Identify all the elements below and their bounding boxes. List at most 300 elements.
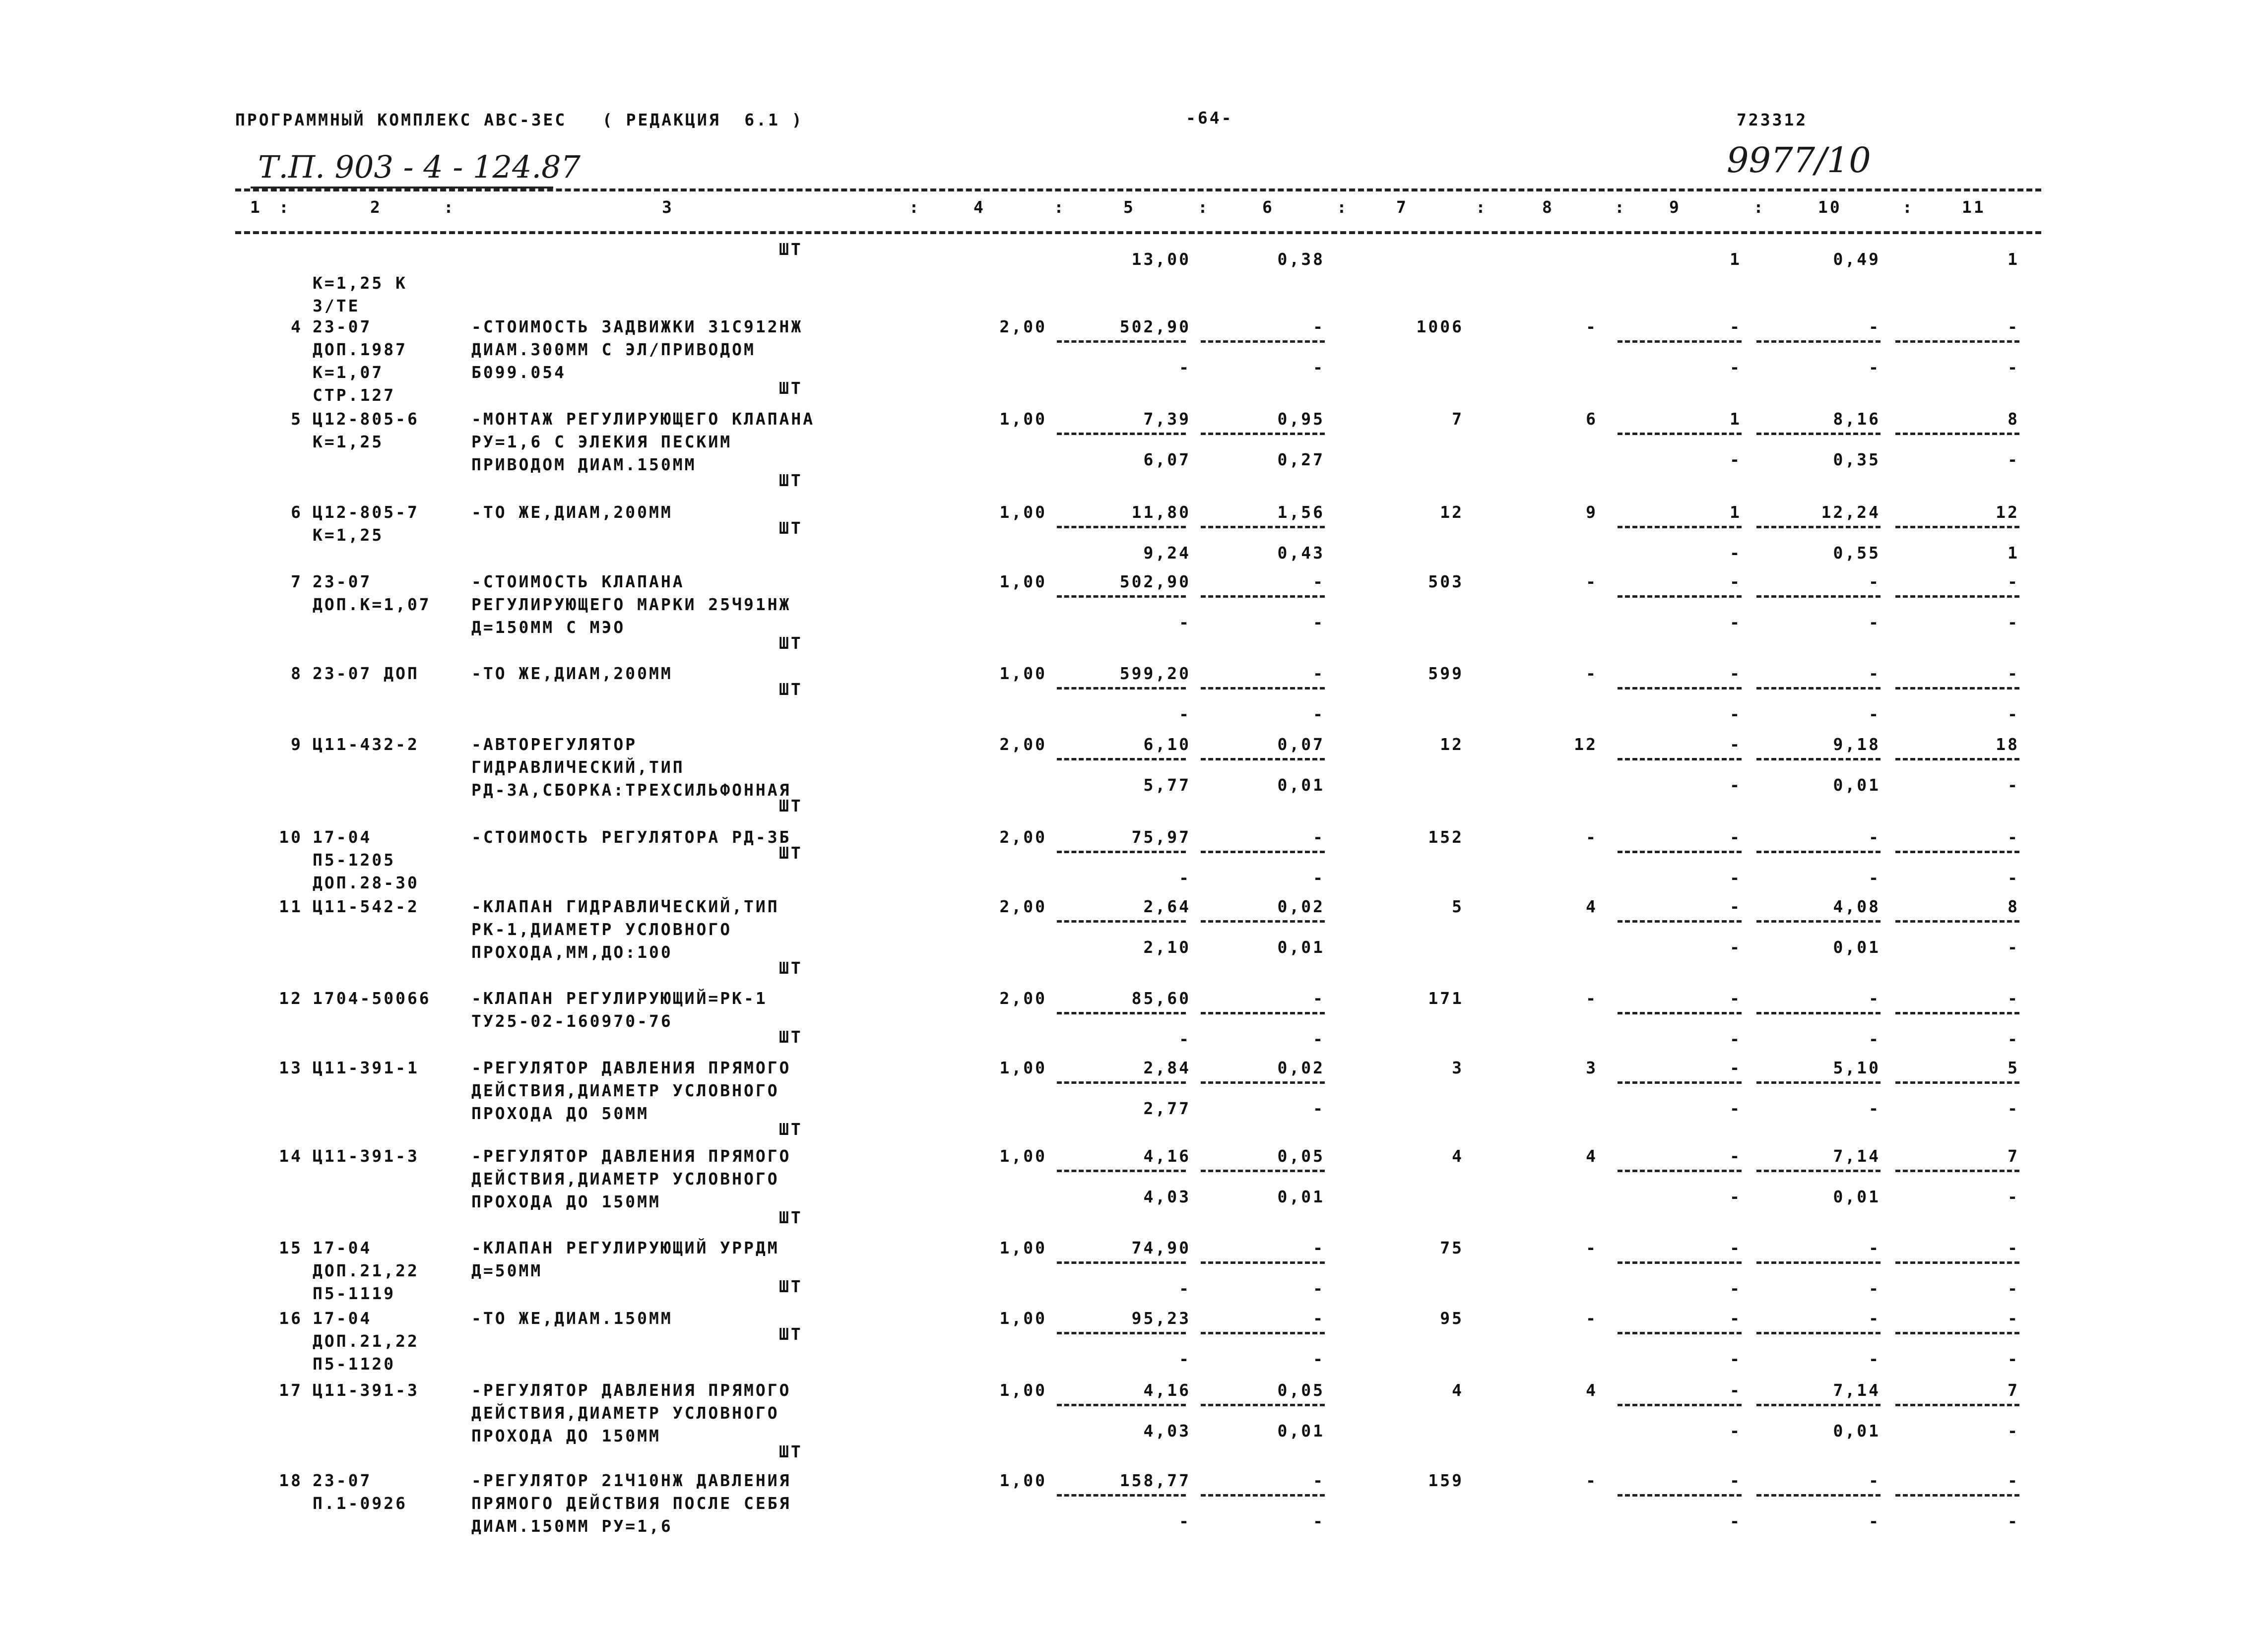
cell-divider-dash <box>1895 1261 2019 1264</box>
cell-c9b: - <box>1730 775 1742 795</box>
row-code-line: 17-04 <box>313 1238 372 1257</box>
cell-divider-dash <box>1895 340 2019 343</box>
row-unit: ШТ <box>779 1442 803 1461</box>
cell-c10: 9,18 <box>1833 735 1880 754</box>
cell-divider-dash <box>1895 1494 2019 1497</box>
cell-divider-dash <box>1618 1332 1742 1334</box>
cell-divider-dash <box>1201 595 1325 598</box>
cell-c6: - <box>1313 572 1325 591</box>
cell-c9: - <box>1730 1146 1742 1166</box>
row-name-line: ПРОХОДА ДО 150ММ <box>471 1426 661 1445</box>
row-name-line: -СТОИМОСТЬ КЛАПАНА <box>471 572 685 591</box>
cell-c11: 8 <box>2008 409 2019 429</box>
cell-c5: 95,23 <box>1131 1309 1191 1328</box>
cell-c5b: - <box>1179 1029 1191 1049</box>
column-separator: : <box>1902 197 1914 217</box>
cell-c10: - <box>1869 1238 1880 1257</box>
cell-c7: 95 <box>1440 1309 1464 1328</box>
cell-c10: 4,08 <box>1833 897 1880 916</box>
cell-divider-dash <box>1895 920 2019 923</box>
row-name-line: Б099.054 <box>471 363 566 382</box>
row-name-line: РЕГУЛИРУЮЩЕГО МАРКИ 25Ч91НЖ <box>471 595 791 614</box>
cell-c10: 5,10 <box>1833 1058 1880 1077</box>
row-unit: ШТ <box>779 471 803 490</box>
column-separator: : <box>1476 197 1488 217</box>
cell-c6: - <box>1313 827 1325 847</box>
cell-c9: - <box>1730 827 1742 847</box>
row-code-line: 23-07 ДОП <box>313 664 419 683</box>
row-quantity: 2,00 <box>999 735 1047 754</box>
cell-c9b: - <box>1730 1029 1742 1049</box>
row-name-line: РД-3А,СБОРКА:ТРЕХСИЛЬФОННАЯ <box>471 780 791 800</box>
cell-c6b: - <box>1313 1279 1325 1298</box>
row-name-line: -АВТОРЕГУЛЯТОР <box>471 735 638 754</box>
row-name-line: Д=150ММ С МЭО <box>471 618 626 637</box>
cell-c5: 7,39 <box>1143 409 1191 429</box>
cell-c7: 12 <box>1440 502 1464 522</box>
row-name-line: ПРОХОДА ДО 150ММ <box>471 1192 661 1211</box>
cell-divider-dash <box>1756 1012 1880 1014</box>
row-code-line: К=1,07 <box>313 363 384 382</box>
cell-divider-dash <box>1201 1081 1325 1084</box>
cell-c9: - <box>1730 1238 1742 1257</box>
cell-c7: 75 <box>1440 1238 1464 1257</box>
cell-c5: 599,20 <box>1119 664 1191 683</box>
column-separator: : <box>1753 197 1765 217</box>
row-name-line: -ТО ЖЕ,ДИАМ,200ММ <box>471 502 673 522</box>
cell-c10b: - <box>1869 1029 1880 1049</box>
row-number: 12 <box>279 989 303 1008</box>
cell-c5b: 2,10 <box>1143 938 1191 957</box>
row-quantity: 1,00 <box>999 1058 1047 1077</box>
column-number: 1 <box>250 197 262 217</box>
cell-c6: - <box>1313 1309 1325 1328</box>
row-code-line: ДОП.28-30 <box>313 873 419 892</box>
cell-c11: - <box>2008 1309 2019 1328</box>
cell-c6b: - <box>1313 358 1325 377</box>
cell-c6: 1,56 <box>1277 502 1325 522</box>
cell-c6b: - <box>1313 613 1325 632</box>
row-number: 8 <box>291 664 303 683</box>
row-code-line: К=1,25 <box>313 432 384 451</box>
cell-c5b: - <box>1179 868 1191 887</box>
row-quantity: 1,00 <box>999 1471 1047 1490</box>
column-number: 11 <box>1962 197 1986 217</box>
row-code-line: К=1,25 К <box>313 273 407 293</box>
column-separator: : <box>279 197 291 217</box>
cell-divider-dash <box>1057 758 1186 760</box>
cell-divider-dash <box>1895 1332 2019 1334</box>
cell-c5b: 2,77 <box>1143 1099 1191 1118</box>
cell-c10b: 0,35 <box>1833 450 1880 469</box>
row-code-line: ДОП.К=1,07 <box>313 595 431 614</box>
row-code-line: 23-07 <box>313 1471 372 1490</box>
cell-divider-dash <box>1201 526 1325 528</box>
cell-c5b: - <box>1179 613 1191 632</box>
cell-c9: 1 <box>1730 502 1742 522</box>
cell-c8: - <box>1586 1471 1598 1490</box>
cell-c10b: - <box>1869 868 1880 887</box>
row-code-line: 23-07 <box>313 572 372 591</box>
cell-c5b: 4,03 <box>1143 1421 1191 1441</box>
cell-c7: 12 <box>1440 735 1464 754</box>
row-number: 10 <box>279 827 303 847</box>
cell-divider-dash <box>1201 1332 1325 1334</box>
cell-c5: 13,00 <box>1131 250 1191 269</box>
cell-c11: - <box>2008 317 2019 336</box>
cell-divider-dash <box>1057 1332 1186 1334</box>
cell-c8: - <box>1586 1238 1598 1257</box>
cell-c10b: - <box>1869 1511 1880 1531</box>
cell-divider-dash <box>1756 433 1880 435</box>
cell-divider-dash <box>1201 1170 1325 1172</box>
row-code-line: П5-1205 <box>313 850 396 870</box>
cell-c9: - <box>1730 897 1742 916</box>
cell-c5b: 4,03 <box>1143 1187 1191 1206</box>
cell-divider-dash <box>1756 851 1880 853</box>
cell-divider-dash <box>1057 920 1186 923</box>
cell-divider-dash <box>1057 851 1186 853</box>
cell-c8: - <box>1586 989 1598 1008</box>
cell-c11: 7 <box>2008 1146 2019 1166</box>
cell-c10b: - <box>1869 1099 1880 1118</box>
cell-divider-dash <box>1057 526 1186 528</box>
cell-divider-dash <box>1618 1081 1742 1084</box>
row-number: 18 <box>279 1471 303 1490</box>
cell-divider-dash <box>1756 1332 1880 1334</box>
column-separator: : <box>1198 197 1210 217</box>
cell-c11: 5 <box>2008 1058 2019 1077</box>
cell-c7: 152 <box>1428 827 1464 847</box>
cell-c9: - <box>1730 572 1742 591</box>
row-name-line: -СТОИМОСТЬ РЕГУЛЯТОРА РД-3Б <box>471 827 791 847</box>
cell-divider-dash <box>1201 1494 1325 1497</box>
row-name-line: -КЛАПАН РЕГУЛИРУЮЩИЙ УРРДМ <box>471 1238 779 1257</box>
cell-c10: - <box>1869 989 1880 1008</box>
row-name-line: ПРЯМОГО ДЕЙСТВИЯ ПОСЛЕ СЕБЯ <box>471 1494 791 1513</box>
cell-c11b: - <box>2008 1421 2019 1441</box>
column-number: 7 <box>1396 197 1408 217</box>
cell-c11b: - <box>2008 358 2019 377</box>
row-unit: ШТ <box>779 680 803 699</box>
cell-c11b: 1 <box>2008 543 2019 563</box>
cell-c10b: 0,01 <box>1833 775 1880 795</box>
page-number: -64- <box>1186 108 1233 127</box>
cell-c9b: - <box>1730 1511 1742 1531</box>
cell-divider-dash <box>1756 340 1880 343</box>
cell-c9b: - <box>1730 1099 1742 1118</box>
cell-divider-dash <box>1201 340 1325 343</box>
row-name-line: -ТО ЖЕ,ДИАМ.150ММ <box>471 1309 673 1328</box>
cell-c9b: - <box>1730 938 1742 957</box>
column-number: 3 <box>662 197 674 217</box>
cell-c9: 1 <box>1730 409 1742 429</box>
row-number: 14 <box>279 1146 303 1166</box>
cell-c8: 4 <box>1586 1146 1598 1166</box>
cell-divider-dash <box>1057 687 1186 689</box>
cell-c11b: - <box>2008 1187 2019 1206</box>
row-quantity: 2,00 <box>999 317 1047 336</box>
row-name-line: -КЛАПАН РЕГУЛИРУЮЩИЙ=РК-1 <box>471 989 768 1008</box>
row-number: 9 <box>291 735 303 754</box>
cell-c6b: - <box>1313 1349 1325 1369</box>
column-separator: : <box>909 197 921 217</box>
cell-c9b: - <box>1730 613 1742 632</box>
cell-c6b: 0,01 <box>1277 1187 1325 1206</box>
row-number: 7 <box>291 572 303 591</box>
cell-divider-dash <box>1618 1404 1742 1406</box>
row-number: 6 <box>291 502 303 522</box>
cell-c7: 1006 <box>1416 317 1464 336</box>
cell-divider-dash <box>1895 1012 2019 1014</box>
cell-c11: - <box>2008 827 2019 847</box>
row-unit: ШТ <box>779 518 803 538</box>
cell-c5b: - <box>1179 358 1191 377</box>
row-name-line: ГИДРАВЛИЧЕСКИЙ,ТИП <box>471 757 685 777</box>
cell-c5: 4,16 <box>1143 1146 1191 1166</box>
row-quantity: 1,00 <box>999 1309 1047 1328</box>
cell-c11b: - <box>2008 1349 2019 1369</box>
cell-divider-dash <box>1201 758 1325 760</box>
cell-c8: 3 <box>1586 1058 1598 1077</box>
row-code-line: Ц11-542-2 <box>313 897 419 916</box>
cell-c5: 502,90 <box>1119 572 1191 591</box>
cell-c11b: - <box>2008 450 2019 469</box>
row-code-line: К=1,25 <box>313 525 384 545</box>
row-code-line: Ц12-805-7 <box>313 502 419 522</box>
cell-c11: 7 <box>2008 1380 2019 1400</box>
cell-divider-dash <box>1756 1170 1880 1172</box>
cell-divider-dash <box>1618 433 1742 435</box>
row-name-line: ДИАМ.150ММ РУ=1,6 <box>471 1516 673 1536</box>
cell-divider-dash <box>1201 433 1325 435</box>
row-name-line: ДЕЙСТВИЯ,ДИАМЕТР УСЛОВНОГО <box>471 1403 779 1423</box>
row-quantity: 2,00 <box>999 827 1047 847</box>
cell-c11b: - <box>2008 775 2019 795</box>
cell-divider-dash <box>1756 595 1880 598</box>
cell-c7: 171 <box>1428 989 1464 1008</box>
handwritten-project-number: Т.П. 903 - 4 - 124.87 <box>258 149 581 185</box>
cell-c11: 12 <box>1996 502 2019 522</box>
cell-divider-dash <box>1895 687 2019 689</box>
row-unit: ШТ <box>779 1208 803 1227</box>
cell-c5: 6,10 <box>1143 735 1191 754</box>
cell-c10: 0,49 <box>1833 250 1880 269</box>
row-code-line: ДОП.1987 <box>313 340 407 359</box>
row-unit: ШТ <box>779 378 803 398</box>
cell-divider-dash <box>1618 920 1742 923</box>
cell-c9: - <box>1730 735 1742 754</box>
column-separator: : <box>1615 197 1626 217</box>
cell-c10b: - <box>1869 704 1880 724</box>
cell-divider-dash <box>1756 920 1880 923</box>
column-number: 2 <box>370 197 382 217</box>
cell-c9: - <box>1730 664 1742 683</box>
cell-divider-dash <box>1895 433 2019 435</box>
cell-c9: - <box>1730 317 1742 336</box>
row-code-line: 1704-50066 <box>313 989 431 1008</box>
cell-divider-dash <box>1057 340 1186 343</box>
cell-c5: 4,16 <box>1143 1380 1191 1400</box>
cell-c10: 8,16 <box>1833 409 1880 429</box>
cell-divider-dash <box>1201 1261 1325 1264</box>
row-name-line: ДЕЙСТВИЯ,ДИАМЕТР УСЛОВНОГО <box>471 1169 779 1189</box>
row-name-line: -РЕГУЛЯТОР 21Ч10НЖ ДАВЛЕНИЯ <box>471 1471 791 1490</box>
cell-divider-dash <box>1201 851 1325 853</box>
cell-c6: - <box>1313 317 1325 336</box>
row-code-line: П5-1119 <box>313 1284 396 1303</box>
cell-c5: 502,90 <box>1119 317 1191 336</box>
cell-divider-dash <box>1201 1012 1325 1014</box>
cell-c11: - <box>2008 1471 2019 1490</box>
cell-divider-dash <box>1618 687 1742 689</box>
handwritten-sheet-number: 9977/10 <box>1727 140 1871 181</box>
cell-c8: 4 <box>1586 897 1598 916</box>
row-code-line: Ц11-391-3 <box>313 1380 419 1400</box>
row-number: 4 <box>291 317 303 336</box>
row-unit: ШТ <box>779 958 803 978</box>
cell-c11: 1 <box>2008 250 2019 269</box>
cell-divider-dash <box>1057 595 1186 598</box>
cell-c5b: 5,77 <box>1143 775 1191 795</box>
row-name-line: РК-1,ДИАМЕТР УСЛОВНОГО <box>471 920 732 939</box>
cell-c6b: 0,27 <box>1277 450 1325 469</box>
cell-c11: 18 <box>1996 735 2019 754</box>
cell-c8: 6 <box>1586 409 1598 429</box>
cell-divider-dash <box>1756 758 1880 760</box>
row-number: 16 <box>279 1309 303 1328</box>
column-number: 5 <box>1123 197 1135 217</box>
row-code-line: 17-04 <box>313 1309 372 1328</box>
cell-c5: 158,77 <box>1119 1471 1191 1490</box>
cell-c9b: - <box>1730 450 1742 469</box>
cell-c10b: - <box>1869 1279 1880 1298</box>
row-name-line: -РЕГУЛЯТОР ДАВЛЕНИЯ ПРЯМОГО <box>471 1058 791 1077</box>
cell-c10: - <box>1869 317 1880 336</box>
row-name-line: -МОНТАЖ РЕГУЛИРУЮЩЕГО КЛАПАНА <box>471 409 815 429</box>
cell-divider-dash <box>1618 340 1742 343</box>
cell-c9b: - <box>1730 358 1742 377</box>
row-code-line: 23-07 <box>313 317 372 336</box>
cell-c5: 75,97 <box>1131 827 1191 847</box>
cell-c7: 7 <box>1452 409 1464 429</box>
cell-c9b: - <box>1730 1349 1742 1369</box>
row-number: 15 <box>279 1238 303 1257</box>
row-name-line: -СТОИМОСТЬ ЗАДВИЖКИ 31С912НЖ <box>471 317 803 336</box>
cell-c6: - <box>1313 1471 1325 1490</box>
cell-divider-dash <box>1201 920 1325 923</box>
cell-c7: 4 <box>1452 1380 1464 1400</box>
cell-c9: - <box>1730 1058 1742 1077</box>
cell-c10b: 0,01 <box>1833 938 1880 957</box>
row-unit: ШТ <box>779 1120 803 1139</box>
row-code-line: П.1-0926 <box>313 1494 407 1513</box>
row-unit: ШТ <box>779 1277 803 1296</box>
cell-c6: 0,02 <box>1277 1058 1325 1077</box>
row-code-line: ДОП.21,22 <box>313 1261 419 1280</box>
cell-c7: 503 <box>1428 572 1464 591</box>
cell-divider-dash <box>1756 1494 1880 1497</box>
cell-c11b: - <box>2008 704 2019 724</box>
cell-c8: - <box>1586 1309 1598 1328</box>
cell-divider-dash <box>1895 1170 2019 1172</box>
cell-c6: - <box>1313 1238 1325 1257</box>
cell-c5b: - <box>1179 1349 1191 1369</box>
cell-divider-dash <box>1895 526 2019 528</box>
cell-c6b: 0,01 <box>1277 938 1325 957</box>
cell-c10: - <box>1869 1309 1880 1328</box>
column-number: 6 <box>1262 197 1274 217</box>
column-number: 8 <box>1542 197 1554 217</box>
cell-c10b: 0,55 <box>1833 543 1880 563</box>
cell-divider-dash <box>1057 1081 1186 1084</box>
cell-c8: - <box>1586 664 1598 683</box>
cell-c6b: 0,01 <box>1277 775 1325 795</box>
cell-divider-dash <box>1057 1012 1186 1014</box>
row-quantity: 2,00 <box>999 897 1047 916</box>
cell-c5: 74,90 <box>1131 1238 1191 1257</box>
cell-c9b: - <box>1730 868 1742 887</box>
cell-divider-dash <box>1057 433 1186 435</box>
cell-c9b: - <box>1730 704 1742 724</box>
cell-c8: 4 <box>1586 1380 1598 1400</box>
row-number: 13 <box>279 1058 303 1077</box>
cell-c8: - <box>1586 572 1598 591</box>
cell-c10b: - <box>1869 1349 1880 1369</box>
column-number: 9 <box>1669 197 1681 217</box>
row-name-line: ДЕЙСТВИЯ,ДИАМЕТР УСЛОВНОГО <box>471 1081 779 1100</box>
cell-c10b: 0,01 <box>1833 1421 1880 1441</box>
cell-divider-dash <box>1895 1404 2019 1406</box>
row-quantity: 1,00 <box>999 502 1047 522</box>
cell-c6: 0,05 <box>1277 1146 1325 1166</box>
row-name-line: ПРОХОДА,ММ,ДО:100 <box>471 942 673 962</box>
row-unit: ШТ <box>779 633 803 653</box>
cell-divider-dash <box>1618 1012 1742 1014</box>
cell-c6: 0,95 <box>1277 409 1325 429</box>
cell-divider-dash <box>1895 851 2019 853</box>
cell-divider-dash <box>1057 1404 1186 1406</box>
row-quantity: 1,00 <box>999 1380 1047 1400</box>
cell-c11: - <box>2008 1238 2019 1257</box>
cell-c9b: - <box>1730 1187 1742 1206</box>
row-name-line: ПРИВОДОМ ДИАМ.150ММ <box>471 455 697 474</box>
cell-c6b: - <box>1313 1029 1325 1049</box>
row-quantity: 2,00 <box>999 989 1047 1008</box>
cell-divider-dash <box>1756 526 1880 528</box>
cell-c10b: - <box>1869 358 1880 377</box>
program-title: ПРОГРАММНЫЙ КОМПЛЕКС АВС-ЗЕС ( РЕДАКЦИЯ 6.1 ) <box>235 110 804 129</box>
cell-c8: - <box>1586 317 1598 336</box>
cell-c9b: - <box>1730 1421 1742 1441</box>
cell-divider-dash <box>1756 687 1880 689</box>
cell-c11: 8 <box>2008 897 2019 916</box>
cell-c6: 0,38 <box>1277 250 1325 269</box>
cell-divider-dash <box>1618 851 1742 853</box>
row-quantity: 1,00 <box>999 572 1047 591</box>
cell-c10b: 0,01 <box>1833 1187 1880 1206</box>
cell-c9b: - <box>1730 1279 1742 1298</box>
row-code-line: З/ТЕ <box>313 296 360 315</box>
row-name-line: ДИАМ.300ММ С ЭЛ/ПРИВОДОМ <box>471 340 756 359</box>
cell-c11b: - <box>2008 1099 2019 1118</box>
row-unit: ШТ <box>779 1027 803 1047</box>
row-quantity: 1,00 <box>999 1146 1047 1166</box>
row-code-line: Ц12-805-6 <box>313 409 419 429</box>
row-name-line: -РЕГУЛЯТОР ДАВЛЕНИЯ ПРЯМОГО <box>471 1146 791 1166</box>
cell-divider-dash <box>1618 526 1742 528</box>
row-quantity: 1,00 <box>999 1238 1047 1257</box>
